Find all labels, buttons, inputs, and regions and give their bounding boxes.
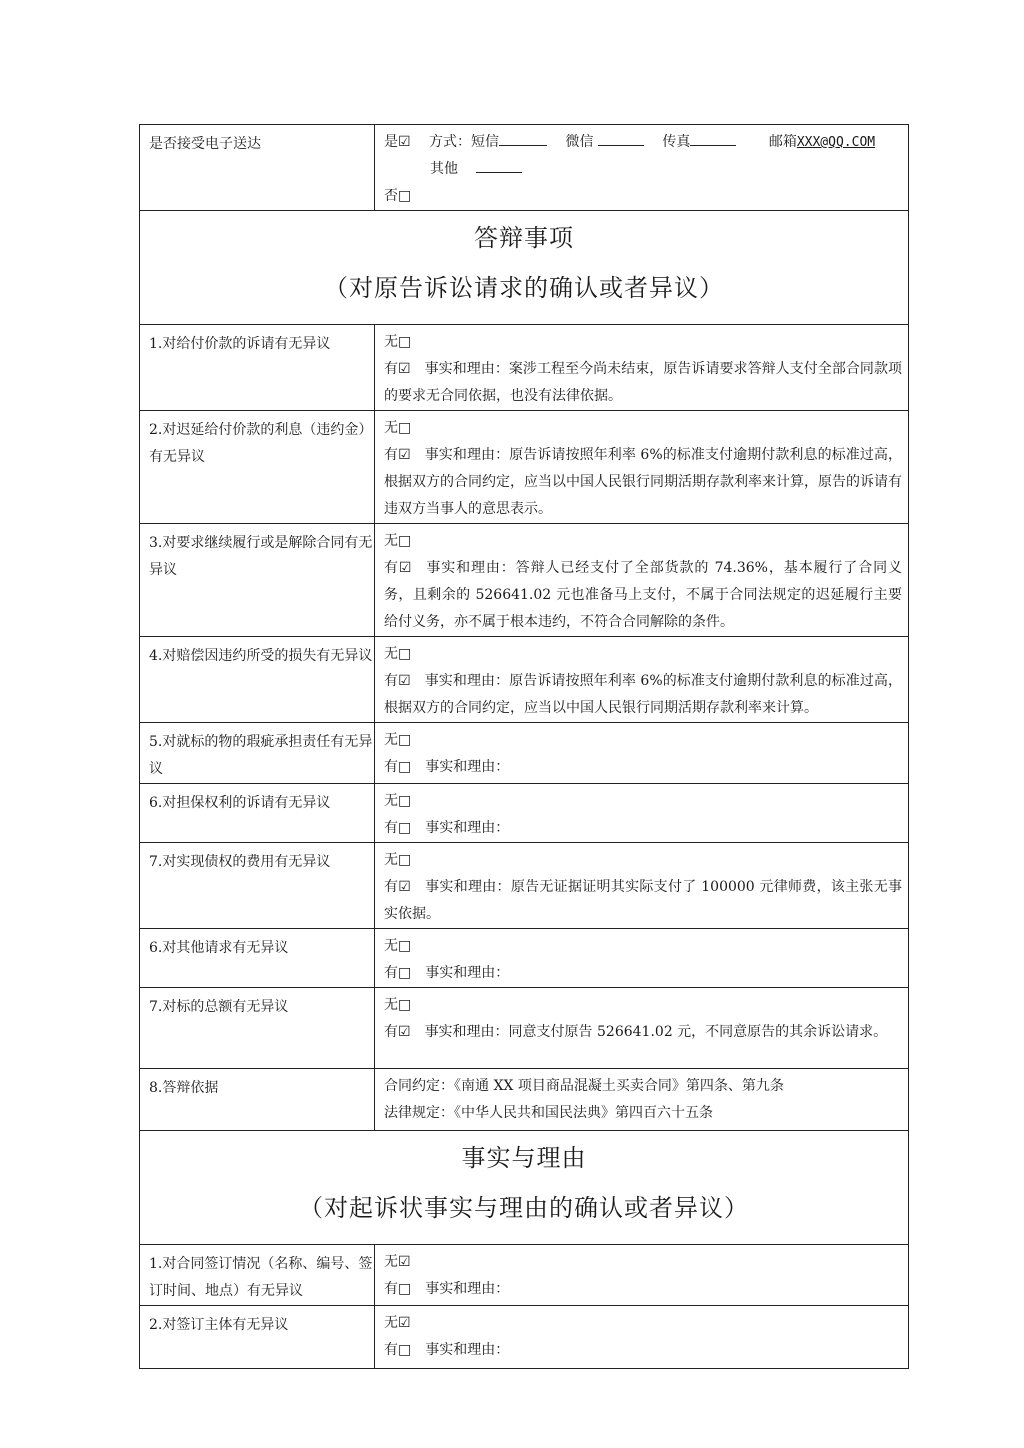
row-answer <box>375 843 909 929</box>
none-checkbox[interactable]: 无☑ <box>384 1315 411 1331</box>
none-checkbox[interactable]: 无□ <box>384 938 412 954</box>
method-email-label: 邮箱 <box>768 134 797 150</box>
table-row <box>140 637 909 723</box>
none-checkbox[interactable]: 无□ <box>384 533 412 549</box>
fax-blank[interactable] <box>690 129 736 146</box>
none-checkbox[interactable]: 无□ <box>384 420 412 436</box>
other-blank[interactable] <box>476 156 522 173</box>
wechat-blank[interactable] <box>598 129 644 146</box>
reason-text: 事实和理由： <box>425 965 510 981</box>
row-answer <box>375 723 909 784</box>
e-service-yes-checkbox[interactable]: 是☑ <box>384 134 411 150</box>
none-checkbox[interactable]: 无□ <box>384 793 412 809</box>
row-answer <box>375 411 909 524</box>
table-row <box>140 411 909 524</box>
has-checkbox[interactable]: 有□ <box>384 965 412 981</box>
row-label: 2.对迟延给付价款的利息（违约金）有无异议 <box>140 411 375 524</box>
table-row <box>140 988 909 1069</box>
section1-title: 答辩事项 <box>474 224 574 252</box>
row-answer <box>375 524 909 637</box>
none-checkbox[interactable]: 无□ <box>384 852 412 868</box>
section2-header-row <box>140 1131 909 1245</box>
reason-text: 事实和理由：原告诉请按照年利率 6%的标准支付逾期付款利息的标准过高，根据双方的合同约定，应当以中国人民银行同期活期存款利率来计算。 <box>384 673 902 716</box>
has-checkbox[interactable]: 有□ <box>384 759 412 775</box>
e-service-options <box>375 125 909 211</box>
table-row <box>140 524 909 637</box>
has-checkbox[interactable]: 有☑ <box>384 1024 411 1040</box>
has-checkbox[interactable]: 有☑ <box>384 447 411 463</box>
method-fax-label: 传真 <box>662 134 691 150</box>
section2-subtitle: （对起诉状事实与理由的确认或者异议） <box>299 1194 749 1222</box>
reason-text: 事实和理由：原告诉请按照年利率 6%的标准支付逾期付款利息的标准过高，根据双方的合同约定，应当以中国人民银行同期活期存款利率来计算，原告的诉请有违双方当事人的意思表示。 <box>384 447 902 517</box>
sms-blank[interactable] <box>499 129 547 146</box>
row-answer <box>375 784 909 843</box>
table-row <box>140 784 909 843</box>
has-checkbox[interactable]: 有□ <box>384 1342 412 1358</box>
basis-row <box>140 1069 909 1131</box>
basis-answer <box>375 1069 909 1131</box>
section1-header-row <box>140 211 909 325</box>
row-answer <box>375 637 909 723</box>
reason-text: 事实和理由：答辩人已经支付了全部货款的 74.36%，基本履行了合同义务，且剩余的 526641.02 元也准备马上支付，不属于合同法规定的迟延履行主要给付义务，亦不属于根本违约，不符合合同解除的条件。 <box>384 560 902 630</box>
row-answer <box>375 1245 909 1306</box>
row-label: 1.对给付价款的诉请有无异议 <box>140 325 375 411</box>
method-other-label: 其他 <box>430 161 458 177</box>
table-row <box>140 843 909 929</box>
reason-text: 事实和理由： <box>425 820 510 836</box>
section1-subtitle: （对原告诉讼请求的确认或者异议） <box>324 274 724 302</box>
row-label: 7.对标的总额有无异议 <box>140 988 375 1069</box>
basis-label: 8.答辩依据 <box>140 1069 375 1131</box>
reason-text: 事实和理由：原告无证据证明其实际支付了 100000 元律师费，该主张无事实依据。 <box>384 879 902 922</box>
email-value[interactable]: XXX@QQ.COM <box>796 135 876 150</box>
table-row <box>140 1245 909 1306</box>
table-row <box>140 929 909 988</box>
has-checkbox[interactable]: 有□ <box>384 820 412 836</box>
has-checkbox[interactable]: 有☑ <box>384 560 412 576</box>
method-wechat-label: 微信 <box>565 134 594 150</box>
reason-text: 事实和理由：案涉工程至今尚未结束，原告诉请要求答辩人支付全部合同款项的要求无合同依据，也没有法律依据。 <box>384 361 902 404</box>
none-checkbox[interactable]: 无□ <box>384 997 412 1013</box>
has-checkbox[interactable]: 有□ <box>384 1281 412 1297</box>
reason-text: 事实和理由： <box>425 1342 510 1358</box>
row-label: 7.对实现债权的费用有无异议 <box>140 843 375 929</box>
reason-text: 事实和理由： <box>425 1281 510 1297</box>
row-label: 2.对签订主体有无异议 <box>140 1306 375 1369</box>
e-service-no-checkbox[interactable]: 否□ <box>384 188 412 204</box>
section2-header <box>140 1131 909 1245</box>
row-label: 4.对赔偿因违约所受的损失有无异议 <box>140 637 375 723</box>
row-answer <box>375 988 909 1069</box>
section2-title: 事实与理由 <box>461 1144 587 1172</box>
row-answer <box>375 929 909 988</box>
has-checkbox[interactable]: 有☑ <box>384 361 411 377</box>
table-row <box>140 325 909 411</box>
row-label: 1.对合同签订情况（名称、编号、签订时间、地点）有无异议 <box>140 1245 375 1306</box>
section1-header <box>140 211 909 325</box>
row-label: 5.对就标的物的瑕疵承担责任有无异议 <box>140 723 375 784</box>
none-checkbox[interactable]: 无□ <box>384 646 412 662</box>
row-answer <box>375 1306 909 1369</box>
basis-law: 法律规定：《中华人民共和国民法典》第四百六十五条 <box>384 1105 713 1121</box>
response-form-table <box>139 124 909 1369</box>
none-checkbox[interactable]: 无□ <box>384 732 412 748</box>
row-answer <box>375 325 909 411</box>
none-checkbox[interactable]: 无□ <box>384 334 412 350</box>
row-label: 3.对要求继续履行或是解除合同有无异议 <box>140 524 375 637</box>
table-row <box>140 1306 909 1369</box>
has-checkbox[interactable]: 有☑ <box>384 879 411 895</box>
e-service-label: 是否接受电子送达 <box>140 125 375 211</box>
none-checkbox[interactable]: 无☑ <box>384 1254 411 1270</box>
e-service-row <box>140 125 909 211</box>
method-sms-label: 方式：短信 <box>429 134 500 150</box>
reason-text: 事实和理由： <box>425 759 510 775</box>
has-checkbox[interactable]: 有☑ <box>384 673 411 689</box>
row-label: 6.对担保权利的诉请有无异议 <box>140 784 375 843</box>
basis-contract: 合同约定：《南通 XX 项目商品混凝土买卖合同》第四条、第九条 <box>384 1078 784 1094</box>
table-row <box>140 723 909 784</box>
row-label: 6.对其他请求有无异议 <box>140 929 375 988</box>
reason-text: 事实和理由：同意支付原告 526641.02 元，不同意原告的其余诉讼请求。 <box>424 1024 888 1040</box>
